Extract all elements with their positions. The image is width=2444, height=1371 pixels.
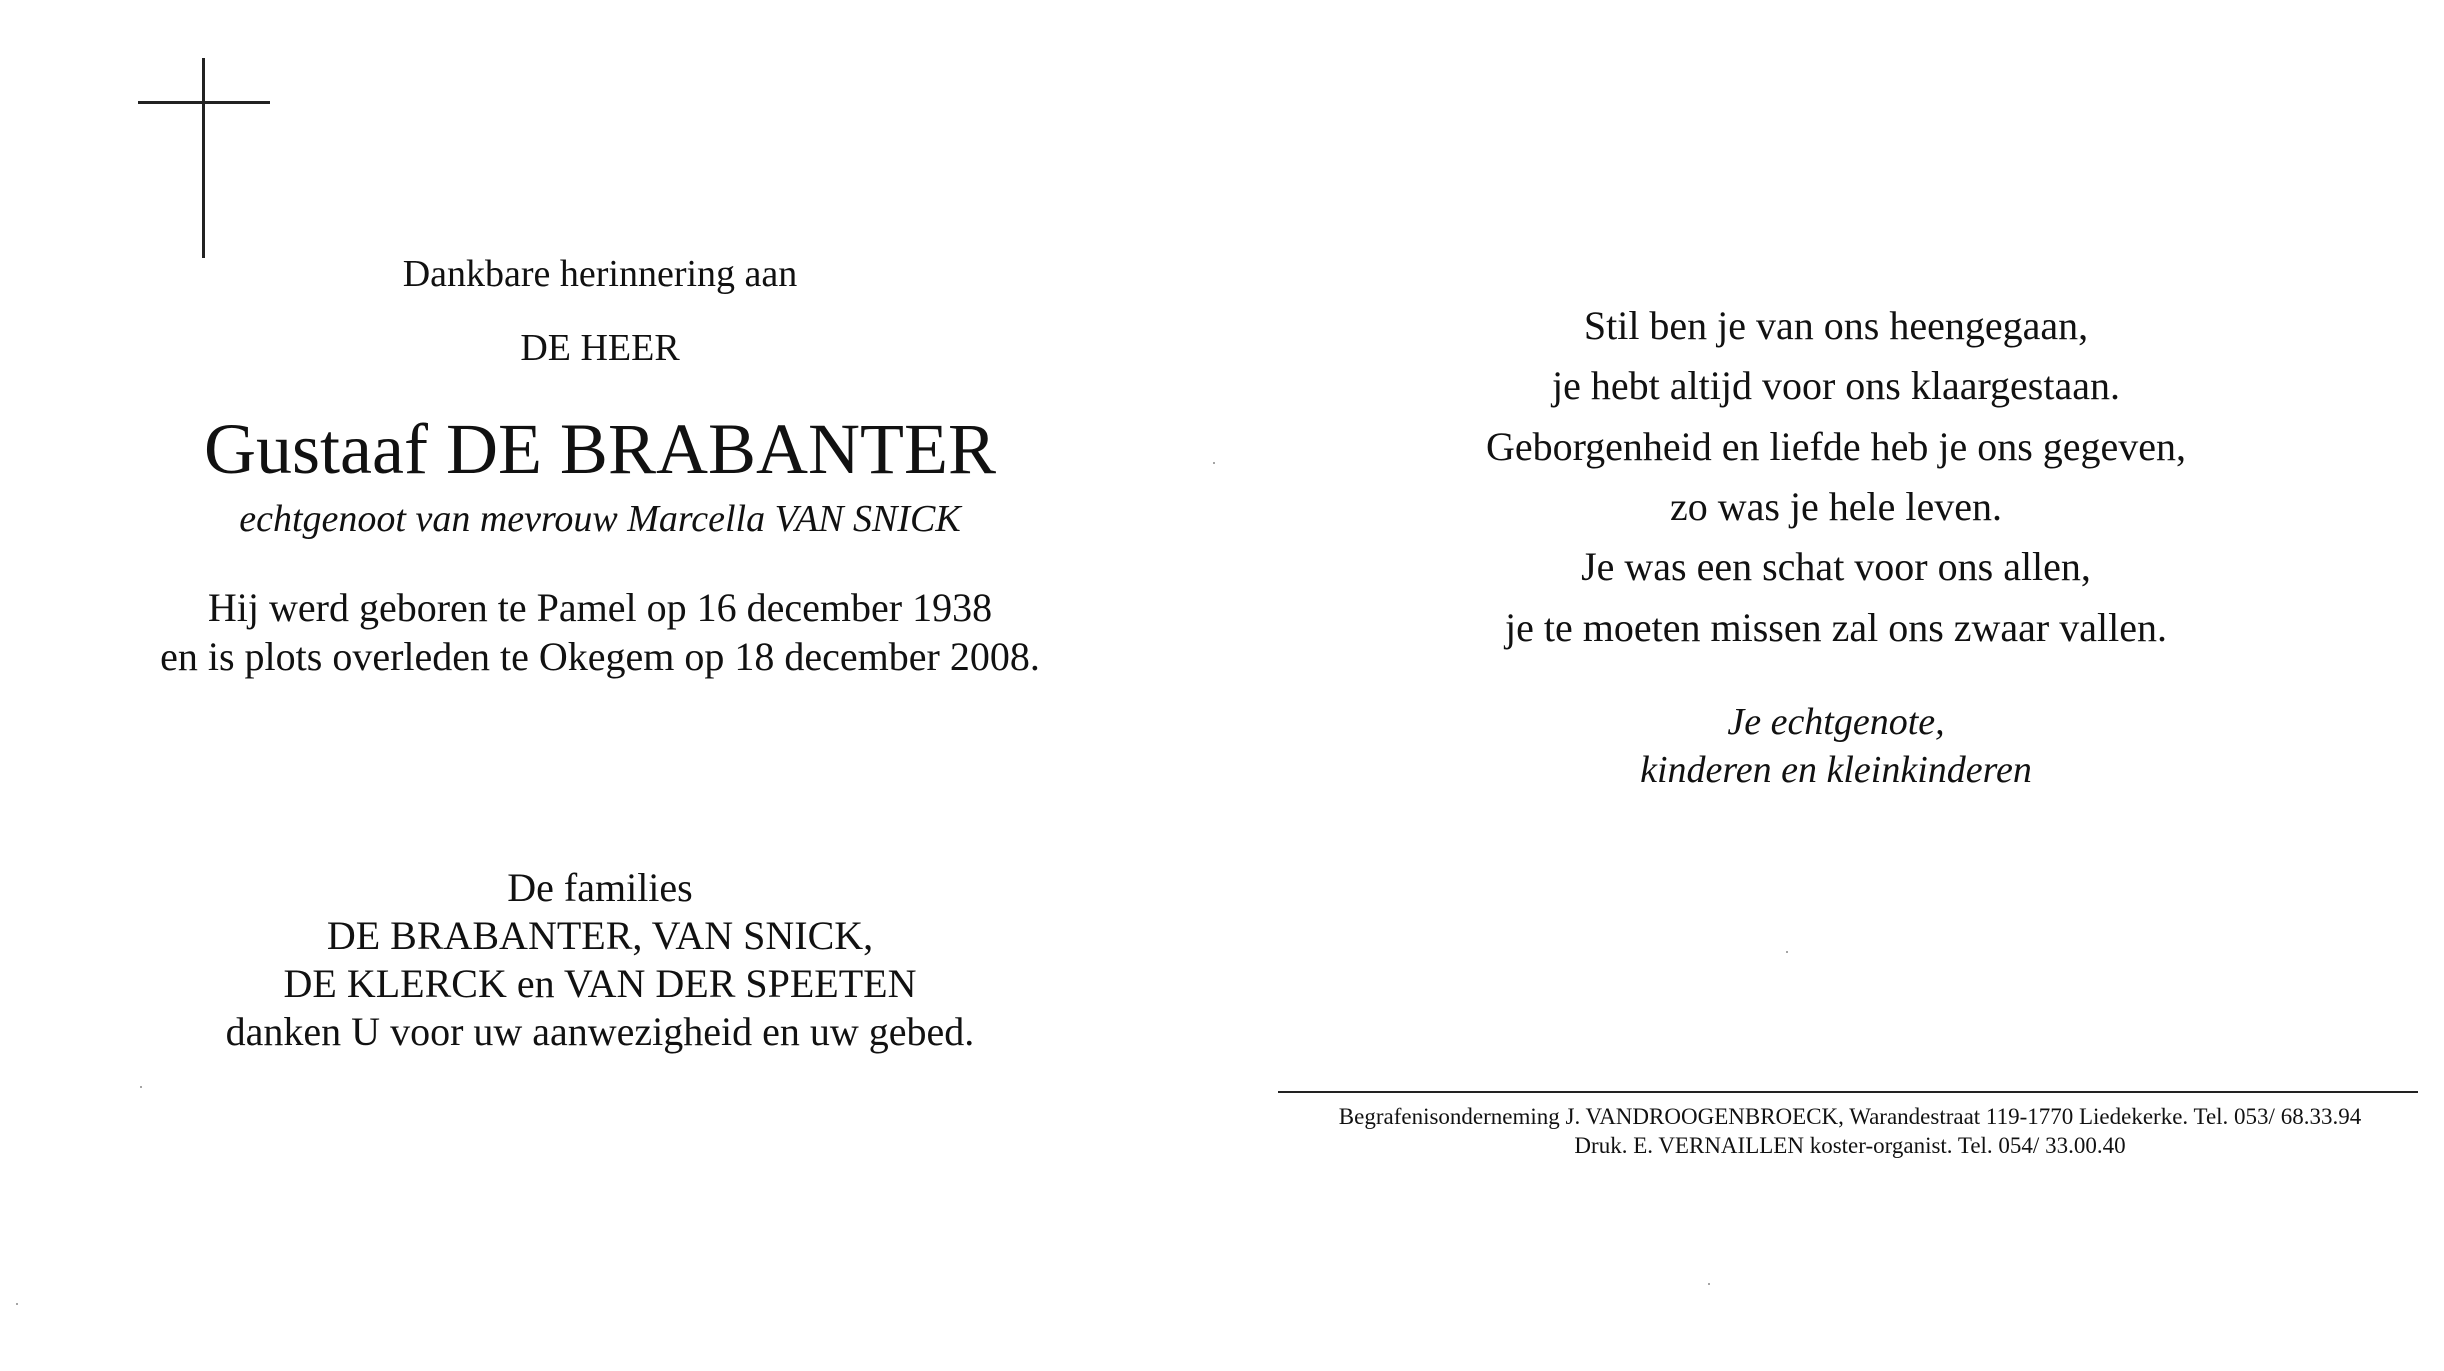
poem-line: je te moeten missen zal ons zwaar vallen. [1505, 605, 2167, 650]
dust-speck [1786, 951, 1788, 953]
families-line: DE BRABANTER, VAN SNICK, [326, 913, 874, 958]
poem-line: Geborgenheid en liefde heb je ons gegeven, [1485, 424, 2187, 469]
printer-line: Druk. E. VERNAILLEN koster-organist. Tel. 054/ 33.00.40 [1574, 1133, 2126, 1158]
families-line: De families [507, 865, 693, 910]
poem-line: Stil ben je van ons heengegaan, [1583, 303, 2089, 348]
dust-speck [140, 1086, 142, 1088]
dust-speck [1708, 1283, 1710, 1285]
left-panel [0, 0, 1220, 1371]
poem-line: je hebt altijd voor ons klaargestaan. [1552, 363, 2120, 408]
cross-vertical-bar [202, 58, 205, 258]
dust-speck [1213, 462, 1215, 464]
families-line: danken U voor uw aanwezigheid en uw gebed. [225, 1009, 975, 1054]
undertaker-line: Begrafenisonderneming J. VANDROOGENBROECK, Warandestraat 119-1770 Liedekerke. Tel. 053/ 68.33.94 [1338, 1104, 2362, 1129]
poem-line: Je was een schat voor ons allen, [1581, 544, 2091, 589]
deceased-name: Gustaaf DE BRABANTER [204, 409, 996, 489]
right-panel [1220, 0, 2444, 1371]
signature-line: Je echtgenote, [1727, 701, 1945, 743]
death-line: en is plots overleden te Okegem op 18 december 2008. [160, 634, 1040, 679]
dust-speck [16, 1303, 18, 1305]
honorific-title: DE HEER [520, 327, 680, 369]
footer-divider [1278, 1091, 2418, 1093]
spouse-line: echtgenoot van mevrouw Marcella VAN SNICK [239, 498, 961, 540]
poem-line: zo was je hele leven. [1669, 484, 2003, 529]
signature-line: kinderen en kleinkinderen [1640, 749, 2032, 791]
cross-horizontal-bar [138, 101, 270, 104]
remembrance-intro: Dankbare herinnering aan [402, 253, 798, 295]
families-line: DE KLERCK en VAN DER SPEETEN [283, 961, 917, 1006]
birth-line: Hij werd geboren te Pamel op 16 december 1938 [207, 585, 993, 630]
